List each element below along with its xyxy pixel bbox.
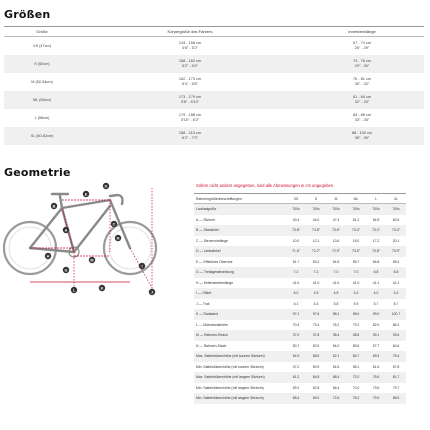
rider-height-line: 5'10" - 6'2": [180, 118, 200, 122]
geometry-row: [194, 236, 406, 247]
rider-height-line: 173 - 179 cm: [178, 95, 202, 99]
geometry-value: 54.0: [332, 343, 340, 348]
rider-height-cell: [80, 77, 300, 87]
geometry-value: 55.7: [352, 259, 360, 264]
geometry-row-label: E — Effektives Oberrohr: [196, 259, 233, 264]
geometry-row: [194, 393, 406, 404]
geometry-value: 68.4: [332, 375, 340, 380]
size-row: [4, 109, 424, 127]
geometry-value: 58.4: [392, 259, 400, 264]
geometry-value: 75.4: [392, 354, 400, 359]
size-cell: M (52-54cm): [31, 79, 53, 84]
geometry-value: 86.3: [392, 322, 400, 327]
inseam-cell: [300, 41, 424, 51]
geometry-value: 7.0: [333, 270, 339, 275]
geometry-row: [194, 309, 406, 320]
geometry-value: 6.8: [393, 270, 399, 275]
rider-height-line: 5'2" - 5'4": [182, 64, 198, 68]
dimension-marker-label: H: [46, 254, 50, 259]
geometry-value: 66.4: [332, 385, 340, 390]
inseam-line: 74 - 76 cm: [353, 59, 371, 63]
geometry-value: 58.1: [352, 364, 360, 369]
dimension-marker-label: L: [72, 288, 76, 293]
geometry-value: 47.2: [292, 364, 300, 369]
inseam-line: 29" - 30": [354, 64, 370, 68]
size-cell: XS (47cm): [33, 43, 51, 48]
dimension-marker-label: M: [90, 258, 94, 263]
geometry-row: [194, 362, 406, 373]
geometry-value: 50.9: [312, 364, 320, 369]
geometry-value: 61.2: [292, 375, 300, 380]
dimension-marker-label: N: [116, 236, 120, 241]
geometry-value: 72.9°: [332, 249, 340, 254]
geometry-value: 5.7: [393, 301, 399, 306]
inseam-line: 30" - 32": [354, 82, 370, 86]
geometry-row: [194, 320, 406, 331]
geometry-row: [194, 383, 406, 394]
geometry-value: 100.7: [391, 312, 401, 317]
geometry-row-label: A — Sitzrohr: [196, 217, 216, 222]
geometry-value: 41.0: [332, 280, 340, 285]
dimension-marker-label: K: [100, 286, 104, 291]
dimension-marker-label: D: [104, 184, 108, 189]
geometry-row: [194, 351, 406, 362]
rider-height-line: 188 - 213 cm: [178, 131, 202, 135]
geometry-row-label: K — Radstand: [196, 312, 219, 317]
geometry-value: 98.1: [332, 312, 340, 317]
geometry-value: 73.4: [312, 322, 320, 327]
geometry-value: 52.5: [312, 343, 320, 348]
inseam-line: 35" - 39": [354, 136, 370, 140]
geometry-row-label: Min. Sattelstützenhöhe (mit langem Sitzturm): [196, 396, 264, 401]
geometry-value: 6.1: [293, 301, 299, 306]
rider-height-line: 158 - 162 cm: [178, 59, 202, 63]
geometry-value: 56.8: [372, 259, 380, 264]
geometry-value: 54.5: [332, 259, 340, 264]
geometry-value: 41.1: [372, 280, 380, 285]
size-row: [4, 127, 424, 145]
rider-height-cell: [80, 59, 300, 69]
geometry-value: 5.7: [373, 301, 379, 306]
header-size-l: L: [375, 196, 377, 201]
geometry-value: 97.1: [292, 312, 300, 317]
geometry-value: 37.8: [312, 333, 320, 338]
geometry-value: 58.5: [312, 354, 320, 359]
geometry-value: 71.6°: [292, 249, 300, 254]
rider-height-cell: [80, 131, 300, 141]
header-inseam: Innenbeinlänge: [348, 29, 376, 34]
geometry-value: 51.7: [292, 259, 300, 264]
header-size-m: M: [334, 196, 338, 201]
geometry-value: 99.0: [372, 312, 380, 317]
geometry-value: 69.0: [312, 396, 320, 401]
geometry-value: 73.8°: [312, 228, 320, 233]
geometry-value: 59.2: [292, 385, 300, 390]
geometry-value: 38.8: [352, 333, 360, 338]
header-frame-size-label: Rahmengrößenbeschriftungen: [196, 196, 242, 201]
inseam-line: 81 - 84 cm: [353, 95, 371, 99]
geometry-title: Geometrie: [4, 166, 71, 179]
geometry-value: 73.8°: [372, 249, 380, 254]
geometry-value: 54.5: [332, 364, 340, 369]
geometry-value: 53.2: [312, 259, 320, 264]
geometry-value: 17.2: [372, 238, 380, 243]
rider-height-line: 4'8" - 5'2": [182, 46, 198, 50]
size-row: [4, 55, 424, 73]
geometry-value: 4.0: [373, 291, 379, 296]
geometry-row: [194, 215, 406, 226]
geometry-value: 97.6: [312, 312, 320, 317]
geometry-value: 79.2: [352, 322, 360, 327]
dimension-marker-label: I: [141, 264, 143, 269]
geometry-value: 73.4°: [372, 228, 380, 233]
rider-height-line: 5'4" - 5'8": [182, 82, 198, 86]
geometry-value: 76.2: [332, 322, 340, 327]
geometry-row-label: I — Offset: [196, 291, 212, 296]
geometry-value: 62.1: [332, 354, 340, 359]
dimension-marker-label: B: [52, 204, 56, 209]
geometry-row-label: J — Trail: [196, 301, 210, 306]
header-size-ml: ML: [353, 196, 359, 201]
geometry-value: 5.9: [353, 301, 359, 306]
geometry-value: 73.5°: [352, 249, 360, 254]
geometry-value: 47.4: [332, 217, 340, 222]
geometry-value: 6.3: [313, 301, 319, 306]
rider-height-line: 6'2" - 7'0": [182, 136, 198, 140]
geometry-value: 41.0: [292, 280, 300, 285]
geometry-row-label: Max. Sattelstützenhöhe (mit kurzem Sitzturm): [196, 354, 265, 359]
geometry-table-header: [194, 194, 406, 204]
geometry-value: 64.8: [312, 375, 320, 380]
geometry-value: 7.2: [313, 270, 319, 275]
size-cell: S (50cm): [34, 61, 50, 66]
geometry-table: [194, 193, 406, 404]
size-cell: L (58cm): [34, 115, 50, 120]
dimension-marker-label: J: [150, 290, 154, 295]
geometry-row-label: Max. Sattelstützenhöhe (mit langem Sitzturm): [196, 375, 265, 380]
dimension-marker-label: C: [112, 222, 116, 227]
geometry-value: 60.9: [392, 217, 400, 222]
geometry-value: 700c: [332, 207, 340, 212]
geometry-value: 37.0: [292, 333, 300, 338]
inseam-cell: [300, 131, 424, 141]
inseam-line: 76 - 81 cm: [353, 77, 371, 81]
geometry-value: 72.6: [332, 396, 340, 401]
geometry-value: 98.0: [352, 312, 360, 317]
geometry-value: 70.4: [292, 322, 300, 327]
inseam-line: 67 - 74 cm: [353, 41, 371, 45]
geometry-value: 54.9: [292, 354, 300, 359]
geometry-row: [194, 341, 406, 352]
rider-height-line: 162 - 173 cm: [178, 77, 202, 81]
dimension-marker-label: A: [64, 228, 68, 233]
geometry-row: [194, 267, 406, 278]
geometry-value: 700c: [292, 207, 300, 212]
size-cell: XL (60-62cm): [30, 133, 54, 138]
geometry-value: 62.8: [312, 385, 320, 390]
header-size: Größe: [36, 29, 48, 34]
geometry-value: 73.9°: [392, 249, 400, 254]
header-size-xs: XS: [293, 196, 299, 201]
inseam-cell: [300, 59, 424, 69]
geometry-row-label: Laufradgröße: [196, 207, 217, 212]
geometry-value: 13.6: [332, 238, 340, 243]
geometry-value: 4.0: [353, 291, 359, 296]
geometry-row-label: D — Lenkwinkel: [196, 249, 221, 254]
geometry-value: 55.6: [352, 343, 360, 348]
geometry-value: 50.7: [292, 343, 300, 348]
geometry-value: 39.1: [372, 333, 380, 338]
geometry-value: 72.2°: [312, 249, 320, 254]
geometry-value: 7.0: [353, 270, 359, 275]
header-size-xl: XL: [393, 196, 399, 201]
geometry-row: [194, 372, 406, 383]
geometry-value: 41.0: [312, 280, 320, 285]
geometry-value: 81.7: [392, 375, 400, 380]
geometry-value: 61.6: [372, 364, 380, 369]
geometry-value: 76.2: [352, 396, 360, 401]
geometry-value: 15.0: [352, 238, 360, 243]
geometry-row: [194, 246, 406, 257]
geometry-value: 70.0: [352, 385, 360, 390]
geometry-value: 79.7: [392, 385, 400, 390]
sizes-table: [4, 26, 424, 145]
geometry-value: 51.2: [352, 217, 360, 222]
geometry-value: 75.6: [372, 375, 380, 380]
inseam-cell: [300, 95, 424, 105]
geometry-value: 4.5: [333, 291, 339, 296]
geometry-value: 72.0: [352, 375, 360, 380]
geometry-value: 41.2: [392, 280, 400, 285]
geometry-value: 73.4°: [392, 228, 400, 233]
geometry-row-label: H — Kettenstrebenlänge: [196, 280, 234, 285]
rider-height-line: 143 - 158 cm: [178, 41, 202, 45]
header-rider-height: Körpergröße des Fahrers: [167, 29, 213, 34]
inseam-line: 33" - 35": [354, 118, 370, 122]
geometry-row: [194, 299, 406, 310]
rider-height-cell: [80, 41, 300, 51]
geometry-value: 57.7: [372, 343, 380, 348]
geometry-row: [194, 288, 406, 299]
geometry-value: 85.9: [392, 396, 400, 401]
rider-height-cell: [80, 113, 300, 123]
geometry-value: 700c: [352, 207, 360, 212]
geometry-row: [194, 225, 406, 236]
rider-height-line: 179 - 188 cm: [178, 113, 202, 117]
geometry-value: 4.0: [393, 291, 399, 296]
geometry-value: 41.0: [352, 280, 360, 285]
geometry-row-label: Min. Sattelstützenhöhe (mit kurzem Sitzturm): [196, 364, 264, 369]
geometry-value: 73.6: [372, 385, 380, 390]
geometry-value: 79.9: [372, 396, 380, 401]
size-row: [4, 73, 424, 91]
geometry-value: 700c: [312, 207, 320, 212]
geometry-value: 4.5: [313, 291, 319, 296]
header-size-s: S: [314, 196, 318, 201]
size-row: [4, 37, 424, 55]
geometry-value: 5.0: [293, 291, 299, 296]
sizes-title: Größen: [4, 8, 51, 21]
geometry-value: 39.6: [392, 333, 400, 338]
geometry-row: [194, 257, 406, 268]
dimension-marker-label: G: [64, 268, 68, 273]
bike-geometry-diagram: [2, 178, 190, 296]
geometry-value: 700c: [392, 207, 400, 212]
rider-height-line: 5'8" - 5'10": [180, 100, 200, 104]
geometry-row-label: G — Tretlagerabsenkung: [196, 270, 234, 275]
geometry-row: [194, 330, 406, 341]
geometry-value: 73.4°: [352, 228, 360, 233]
geometry-value: 65.4: [292, 396, 300, 401]
size-row: [4, 91, 424, 109]
size-cell: ML (56cm): [32, 97, 51, 102]
rider-height-cell: [80, 95, 300, 105]
geometry-value: 40.4: [292, 217, 300, 222]
geometry-value: 20.1: [392, 238, 400, 243]
dimension-marker-label: E: [84, 192, 88, 197]
sizes-table-header: [4, 27, 424, 37]
geometry-value: 67.8: [392, 364, 400, 369]
inseam-cell: [300, 77, 424, 87]
geometry-value: 69.3: [372, 354, 380, 359]
geometry-note: Sofern nicht anders angegeben, sind alle Abmessungen in cm angegeben.: [196, 183, 335, 188]
geometry-value: 73.6°: [332, 228, 340, 233]
geometry-value: 6.8: [373, 270, 379, 275]
inseam-line: 88 - 100 cm: [351, 131, 373, 135]
geometry-value: 73.8°: [292, 228, 300, 233]
geometry-value: 38.4: [332, 333, 340, 338]
geometry-value: 82.0: [372, 322, 380, 327]
geometry-row: [194, 204, 406, 215]
inseam-line: 32" - 33": [354, 100, 370, 104]
geometry-value: 10.0: [292, 238, 300, 243]
geometry-row: [194, 278, 406, 289]
geometry-value: 44.0: [312, 217, 320, 222]
inseam-line: 26" - 29": [354, 46, 370, 50]
geometry-value: 700c: [372, 207, 380, 212]
geometry-value: 54.8: [372, 217, 380, 222]
geometry-row-label: M — Rahmen-Reach: [196, 333, 228, 338]
geometry-value: 65.7: [352, 354, 360, 359]
geometry-row-label: C — Steuerrohrlänge: [196, 238, 229, 243]
inseam-cell: [300, 113, 424, 123]
geometry-value: 12.1: [312, 238, 320, 243]
geometry-row-label: Min. Sattelstützenhöhe (mit langem Sitzturm): [196, 385, 264, 390]
geometry-value: 7.2: [293, 270, 299, 275]
geometry-row-label: L — Überstandshöhe: [196, 322, 228, 327]
geometry-row-label: B — Sitzwinkel: [196, 228, 219, 233]
geometry-row-label: N — Rahmen-Stack: [196, 343, 227, 348]
geometry-value: 5.8: [333, 301, 339, 306]
geometry-value: 60.6: [392, 343, 400, 348]
inseam-line: 84 - 88 cm: [353, 113, 371, 117]
